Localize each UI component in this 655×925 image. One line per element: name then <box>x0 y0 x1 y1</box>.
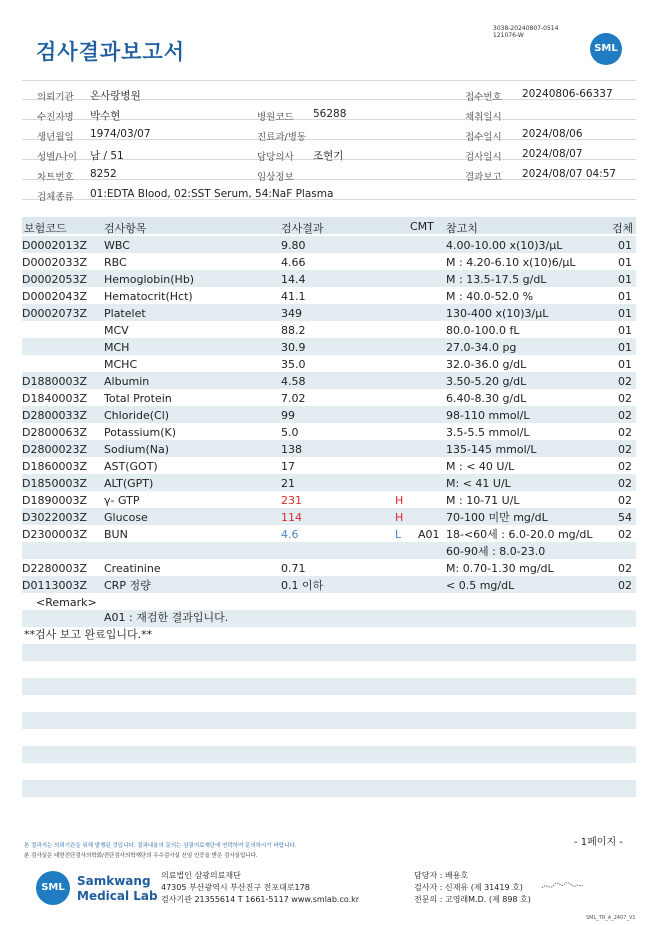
col-code-header: 보험코드 <box>24 222 67 235</box>
row-reference: 98-110 mmol/L <box>446 409 530 422</box>
exam-date-label: 검사일시 <box>465 152 502 163</box>
row-reference: 18-<60세 : 6.0-20.0 mg/dL <box>446 528 593 541</box>
row-specimen: 01 <box>618 341 632 354</box>
row-result: 17 <box>281 460 295 473</box>
row-item: Albumin <box>104 375 150 388</box>
row-reference: 135-145 mmol/L <box>446 443 537 456</box>
row-item: CRP 정량 <box>104 579 151 592</box>
row-band <box>22 678 636 695</box>
receipt-date-value: 2024/08/06 <box>522 128 583 140</box>
tester: 검사자 : 신재유 (제 31419 호) <box>414 883 523 892</box>
row-reference: 70-100 미만 mg/dL <box>446 511 548 524</box>
row-item: Hemoglobin(Hb) <box>104 273 195 286</box>
row-reference: 3.50-5.20 g/dL <box>446 375 527 388</box>
row-item: ALT(GPT) <box>104 477 154 490</box>
row-code: D2800063Z <box>22 426 87 439</box>
row-specimen: 01 <box>618 256 632 269</box>
row-specimen: 02 <box>618 443 632 456</box>
row-item: Platelet <box>104 307 146 320</box>
row-cmt: A01 <box>418 528 440 541</box>
row-reference: M : 40.0-52.0 % <box>446 290 534 303</box>
row-item: Sodium(Na) <box>104 443 169 456</box>
row-specimen: 01 <box>618 324 632 337</box>
receipt-no-label: 접수번호 <box>465 92 502 103</box>
row-band <box>22 644 636 661</box>
specimen-label: 검체종류 <box>37 192 74 203</box>
dept-label: 진료과/병동 <box>257 132 307 143</box>
footer-logo-icon: SML <box>36 871 70 905</box>
patient-name-label: 수진자명 <box>37 112 74 123</box>
row-reference: 80.0-100.0 fL <box>446 324 520 337</box>
brand-name: Samkwang <box>77 874 151 888</box>
row-result: 4.66 <box>281 256 306 269</box>
row-result: 30.9 <box>281 341 306 354</box>
row-specimen: 01 <box>618 273 632 286</box>
row-item: Potassium(K) <box>104 426 177 439</box>
row-result: 88.2 <box>281 324 306 337</box>
row-specimen: 02 <box>618 528 632 541</box>
row-band <box>22 780 636 797</box>
row-result: 0.71 <box>281 562 306 575</box>
row-item: Chloride(Cl) <box>104 409 170 422</box>
row-reference: M : 10-71 U/L <box>446 494 520 507</box>
row-reference: M: < 41 U/L <box>446 477 511 490</box>
row-item: Total Protein <box>104 392 172 405</box>
form-version: SML_TR_A_2407_V1 <box>586 915 636 921</box>
col-cmt-header: CMT <box>410 220 434 233</box>
row-specimen: 01 <box>618 239 632 252</box>
remark-label: <Remark> <box>36 596 97 609</box>
brand-subname: Medical Lab <box>77 889 158 903</box>
row-specimen: 02 <box>618 392 632 405</box>
completion-text: **검사 보고 완료입니다.** <box>24 628 153 641</box>
org-contact: 검사기관 21355614 T 1661-5117 www.smlab.co.kr <box>161 895 360 904</box>
row-specimen: 54 <box>618 511 632 524</box>
receipt-no-value: 20240806-66337 <box>522 88 613 100</box>
doctor-label: 담당의사 <box>257 152 294 163</box>
row-band <box>22 746 636 763</box>
row-result: 14.4 <box>281 273 306 286</box>
row-reference: M: 0.70-1.30 mg/dL <box>446 562 554 575</box>
row-reference: 130-400 x(10)3/μL <box>446 307 549 320</box>
row-result: 21 <box>281 477 295 490</box>
chart-no-label: 차트번호 <box>37 172 74 183</box>
hospital-code-label: 병원코드 <box>257 112 294 123</box>
row-item: Hematocrit(Hct) <box>104 290 193 303</box>
receipt-date-label: 접수일시 <box>465 132 502 143</box>
row-result: 0.1 이하 <box>281 579 324 592</box>
row-specimen: 02 <box>618 460 632 473</box>
row-reference: M : 4.20-6.10 x(10)6/μL <box>446 256 576 269</box>
row-code: D0002043Z <box>22 290 87 303</box>
row-reference: M : < 40 U/L <box>446 460 515 473</box>
row-item: γ- GTP <box>104 494 140 507</box>
notice-2: 본 검사실은 대한진단검사의학회/진단검사의학재단의 우수검사실 신임 인증을 받은 검사실입니다. <box>24 853 258 859</box>
row-result: 41.1 <box>281 290 306 303</box>
page-number: - 1페이지 - <box>574 837 623 848</box>
specialist: 전문의 : 고영래M.D. (제 898 호) <box>414 895 531 904</box>
row-specimen: 02 <box>618 477 632 490</box>
row-flag: H <box>395 494 404 507</box>
row-specimen: 02 <box>618 426 632 439</box>
row-code: D0002033Z <box>22 256 87 269</box>
row-result: 5.0 <box>281 426 299 439</box>
row-code: D1840003Z <box>22 392 87 405</box>
row-flag: L <box>395 528 402 541</box>
sampling-date-label: 채취일시 <box>465 112 502 123</box>
institution-value: 온사랑병원 <box>90 90 141 102</box>
row-item: AST(GOT) <box>104 460 158 473</box>
row-code: D0113003Z <box>22 579 87 592</box>
col-result-header: 검사결과 <box>281 222 324 235</box>
doctor-value: 조현기 <box>313 150 344 162</box>
row-specimen: 02 <box>618 409 632 422</box>
row-specimen: 01 <box>618 290 632 303</box>
exam-date-value: 2024/08/07 <box>522 148 583 160</box>
row-result: 4.58 <box>281 375 306 388</box>
row-result: 4.6 <box>281 528 299 541</box>
institution-label: 의뢰기관 <box>37 92 74 103</box>
page-title: 검사결과보고서 <box>36 40 186 64</box>
row-code: D0002073Z <box>22 307 87 320</box>
row-item: BUN <box>104 528 128 541</box>
row-reference: 32.0-36.0 g/dL <box>446 358 527 371</box>
row-item: MCH <box>104 341 130 354</box>
hospital-code-value: 56288 <box>313 108 347 120</box>
row-code: D1850003Z <box>22 477 87 490</box>
row-item: MCHC <box>104 358 138 371</box>
sml-logo-icon: SML <box>590 33 622 65</box>
org-address: 47305 부산광역시 부산진구 전포대로178 <box>161 883 310 892</box>
row-reference: 6.40-8.30 g/dL <box>446 392 527 405</box>
row-code: D0002053Z <box>22 273 87 286</box>
remark-text: A01 : 재검한 결과입니다. <box>104 611 229 624</box>
notice-1: 본 결과지는 의뢰기관을 위해 발행된 것입니다. 결과내용의 문의는 삼광의료재단에 연락하여 문의하시기 바랍니다. <box>24 843 297 849</box>
birth-label: 생년월일 <box>37 132 74 143</box>
org-name: 의료법인 삼광의료재단 <box>161 871 241 880</box>
row-result: 7.02 <box>281 392 306 405</box>
row-reference: 27.0-34.0 pg <box>446 341 517 354</box>
row-specimen: 01 <box>618 358 632 371</box>
manager: 담당자 : 배용호 <box>414 871 469 880</box>
row-result: 114 <box>281 511 302 524</box>
row-specimen: 02 <box>618 579 632 592</box>
row-code: D2800033Z <box>22 409 87 422</box>
row-specimen: 02 <box>618 375 632 388</box>
row-band <box>22 712 636 729</box>
info-divider <box>22 80 636 81</box>
col-reference-header: 참고치 <box>446 222 478 235</box>
row-reference: M : 13.5-17.5 g/dL <box>446 273 547 286</box>
row-specimen: 02 <box>618 562 632 575</box>
col-item-header: 검사항목 <box>104 222 147 235</box>
row-result: 35.0 <box>281 358 306 371</box>
row-item: WBC <box>104 239 130 252</box>
row-reference: 60-90세 : 8.0-23.0 <box>446 545 546 558</box>
row-result: 231 <box>281 494 302 507</box>
row-specimen: 01 <box>618 307 632 320</box>
row-reference: < 0.5 mg/dL <box>446 579 515 592</box>
row-item: RBC <box>104 256 127 269</box>
row-code: D2300003Z <box>22 528 87 541</box>
row-code: D0002013Z <box>22 239 87 252</box>
birth-value: 1974/03/07 <box>90 128 151 140</box>
row-code: D3022003Z <box>22 511 87 524</box>
chart-no-value: 8252 <box>90 168 117 180</box>
row-code: D1860003Z <box>22 460 87 473</box>
report-date-label: 결과보고 <box>465 172 502 183</box>
signature-icon <box>541 880 585 892</box>
row-result: 349 <box>281 307 302 320</box>
row-code: D1880003Z <box>22 375 87 388</box>
report-date-value: 2024/08/07 04:57 <box>522 168 617 180</box>
row-reference: 3.5-5.5 mmol/L <box>446 426 530 439</box>
row-specimen: 02 <box>618 494 632 507</box>
row-reference: 4.00-10.00 x(10)3/μL <box>446 239 563 252</box>
patient-name-value: 박수현 <box>90 110 121 122</box>
sex-age-value: 남 / 51 <box>90 150 124 162</box>
specimen-value: 01:EDTA Blood, 02:SST Serum, 54:NaF Plasma <box>90 188 334 200</box>
row-result: 99 <box>281 409 295 422</box>
row-code: D2800023Z <box>22 443 87 456</box>
row-item: MCV <box>104 324 129 337</box>
clinical-label: 임상정보 <box>257 172 294 183</box>
row-result: 9.80 <box>281 239 306 252</box>
row-flag: H <box>395 511 404 524</box>
row-item: Creatinine <box>104 562 161 575</box>
row-item: Glucose <box>104 511 148 524</box>
row-result: 138 <box>281 443 302 456</box>
row-code: D2280003Z <box>22 562 87 575</box>
sex-age-label: 성별/나이 <box>37 152 77 163</box>
col-specimen-header: 검체 <box>612 222 634 235</box>
row-code: D1890003Z <box>22 494 87 507</box>
document-id: 3038-20240807-0514 121076-W <box>493 25 559 39</box>
